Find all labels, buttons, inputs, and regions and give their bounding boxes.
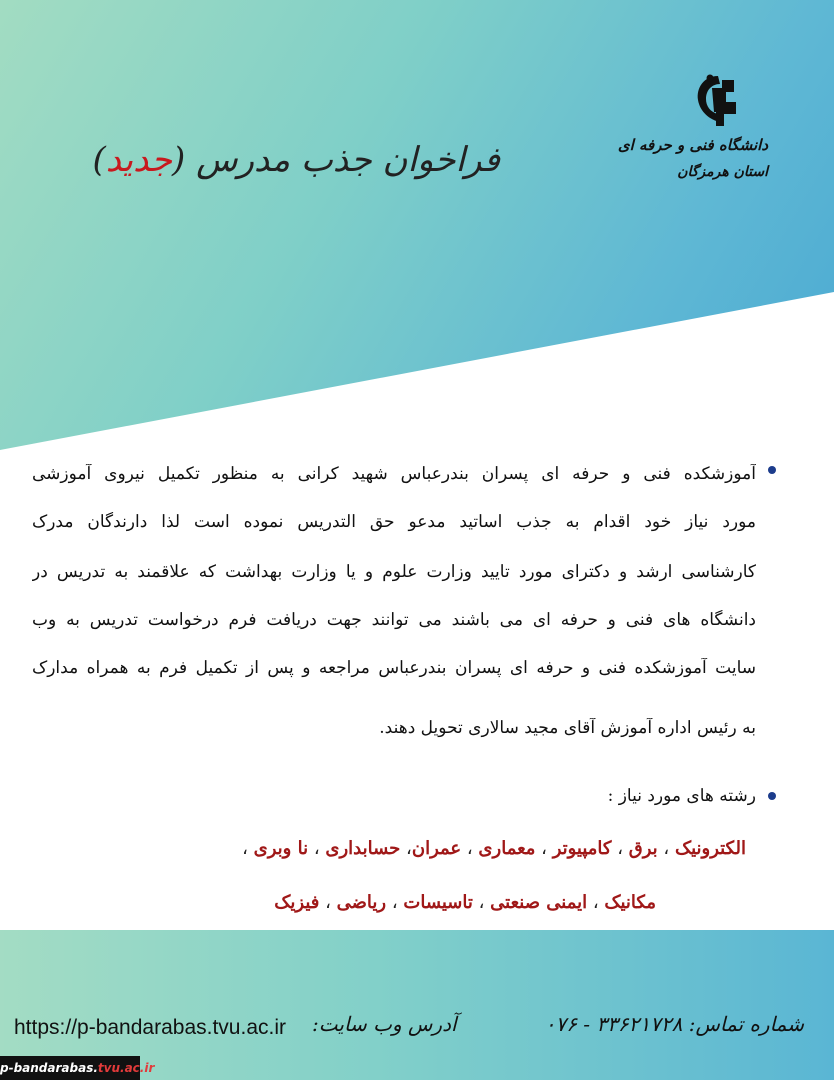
site-watermark: [0, 1056, 155, 1080]
field-item: عمران: [411, 838, 462, 859]
title-close-paren: ): [92, 140, 106, 180]
bullet-dot-icon: [768, 466, 776, 474]
website-link[interactable]: https://p-bandarabas.tvu.ac.ir: [14, 1016, 286, 1039]
announcement-line: آموزشکده فنی و حرفه ای پسران بندرعباس شهید کرانی به منظور تکمیل نیروی آموزشی: [32, 464, 756, 484]
announcement-line: به رئیس اداره آموزش آقای مجید سالاری تحویل دهند.: [379, 718, 756, 738]
field-item: کامپیوتر: [552, 838, 612, 859]
watermark-domain: tvu.ac.ir: [97, 1061, 155, 1075]
field-item: ریاضی: [336, 892, 387, 913]
fields-row-2: مکانیک ، ایمنی صنعتی ، تاسیسات ، ریاضی ، فیزیک: [274, 892, 656, 913]
field-item: تاسیسات: [403, 892, 473, 913]
field-item: نا وبری: [253, 838, 309, 859]
field-item: فیزیک: [274, 892, 320, 913]
fields-row-1: الکترونیک ، برق ، کامپیوتر ، معماری ، عمران، حسابداری ، نا وبری ،: [242, 838, 746, 859]
bullet-dot-icon: [768, 792, 776, 800]
logo-province-name: استان هرمزگان: [677, 164, 768, 180]
field-item: معماری: [478, 838, 536, 859]
title-main: فراخوان جذب مدرس: [196, 140, 500, 180]
field-item: برق: [628, 838, 658, 859]
fields-label: رشته های مورد نیاز :: [607, 786, 756, 806]
field-item: ایمنی صنعتی: [490, 892, 588, 913]
title-new-badge: جدید: [105, 140, 172, 180]
field-item: حسابداری: [325, 838, 401, 859]
field-item: مکانیک: [604, 892, 656, 913]
contact-phone: شماره تماس: ۳۳۶۲۱۷۲۸ - ۰۷۶: [544, 1012, 804, 1036]
field-item: الکترونیک: [674, 838, 746, 859]
announcement-line: دانشگاه های فنی و حرفه ای می باشند می توانند جهت دریافت فرم درخواست تدریس به وب: [32, 610, 756, 630]
title-open-paren: (: [171, 140, 186, 180]
watermark-site: p-bandarabas.: [0, 1061, 98, 1075]
announcement-line: مورد نیاز خود اقدام به جذب اساتید مدعو حق التدریس نموده است لذا دارندگان مدرک: [32, 512, 756, 532]
announcement-line: کارشناسی ارشد و دکترای مورد تایید وزارت علوم و یا وزارت بهداشت که علاقمند به تدریس در: [32, 562, 756, 582]
logo-university-name: دانشگاه فنی و حرفه ای: [617, 136, 768, 154]
announcement-line: سایت آموزشکده فنی و حرفه ای پسران بندرعباس مراجعه و پس از تکمیل فرم به همراه مدارک: [32, 658, 756, 678]
website-label: آدرس وب سایت:: [312, 1012, 457, 1036]
